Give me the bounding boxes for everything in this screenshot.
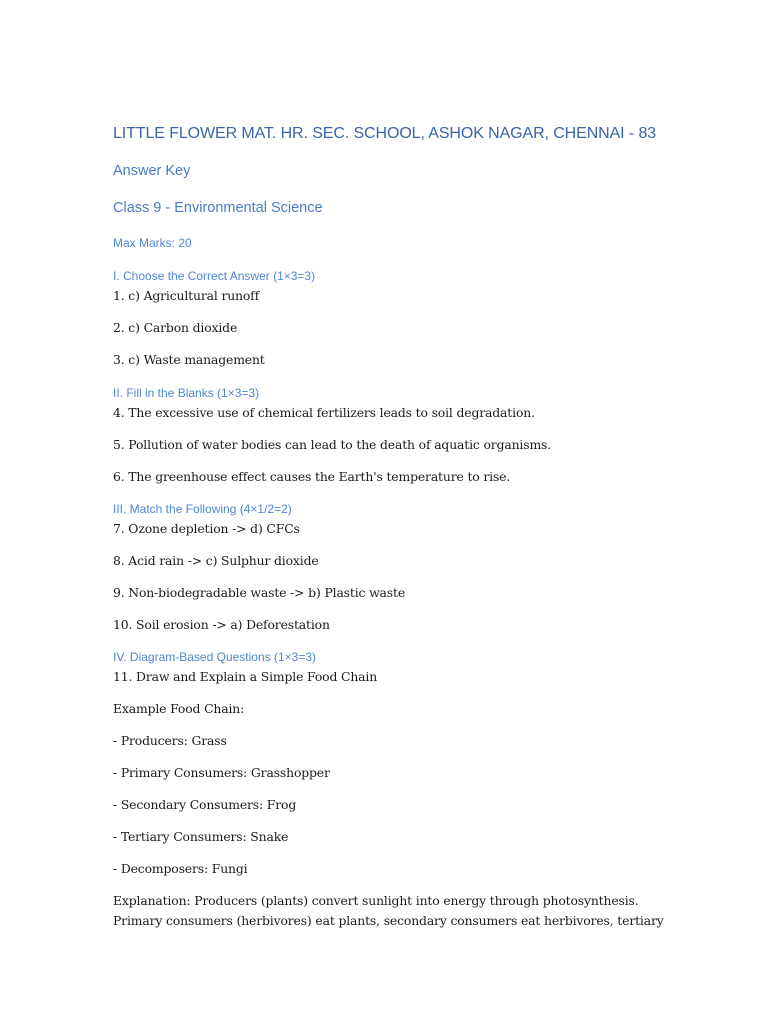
answer-item: 4. The excessive use of chemical fertilizers leads to soil degradation. <box>113 405 535 420</box>
question-item: 11. Draw and Explain a Simple Food Chain <box>113 669 378 684</box>
document-title: Answer Key <box>113 163 191 179</box>
answer-item: 9. Non-biodegradable waste -> b) Plastic waste <box>113 585 406 600</box>
school-title: LITTLE FLOWER MAT. HR. SEC. SCHOOL, ASHOK NAGAR, CHENNAI - 83 <box>113 125 657 142</box>
food-chain-item: - Producers: Grass <box>113 733 227 748</box>
answer-item: 10. Soil erosion -> a) Deforestation <box>113 617 330 632</box>
food-chain-item: - Tertiary Consumers: Snake <box>113 829 289 844</box>
answer-item: 7. Ozone depletion -> d) CFCs <box>113 521 300 536</box>
answer-item: 1. c) Agricultural runoff <box>113 288 260 303</box>
answer-item: 6. The greenhouse effect causes the Earth's temperature to rise. <box>113 469 511 484</box>
answer-item: 3. c) Waste management <box>113 352 265 367</box>
max-marks: Max Marks: 20 <box>113 236 192 250</box>
answer-item: 8. Acid rain -> c) Sulphur dioxide <box>113 553 319 568</box>
answer-text: Example Food Chain: <box>113 701 245 716</box>
answer-item: 5. Pollution of water bodies can lead to the death of aquatic organisms. <box>113 437 552 452</box>
section-heading: II. Fill in the Blanks (1×3=3) <box>113 386 260 400</box>
explanation-line: Explanation: Producers (plants) convert sunlight into energy through photosynthesis. <box>113 893 639 908</box>
section-heading: III. Match the Following (4×1/2=2) <box>113 502 292 516</box>
section-heading: I. Choose the Correct Answer (1×3=3) <box>113 269 316 283</box>
answer-item: 2. c) Carbon dioxide <box>113 320 238 335</box>
subject-title: Class 9 - Environmental Science <box>113 200 323 216</box>
food-chain-item: - Decomposers: Fungi <box>113 861 248 876</box>
food-chain-item: - Secondary Consumers: Frog <box>113 797 297 812</box>
section-heading: IV. Diagram-Based Questions (1×3=3) <box>113 650 316 664</box>
food-chain-item: - Primary Consumers: Grasshopper <box>113 765 330 780</box>
explanation-line: Primary consumers (herbivores) eat plants, secondary consumers eat herbivores, tertiary <box>113 913 664 928</box>
